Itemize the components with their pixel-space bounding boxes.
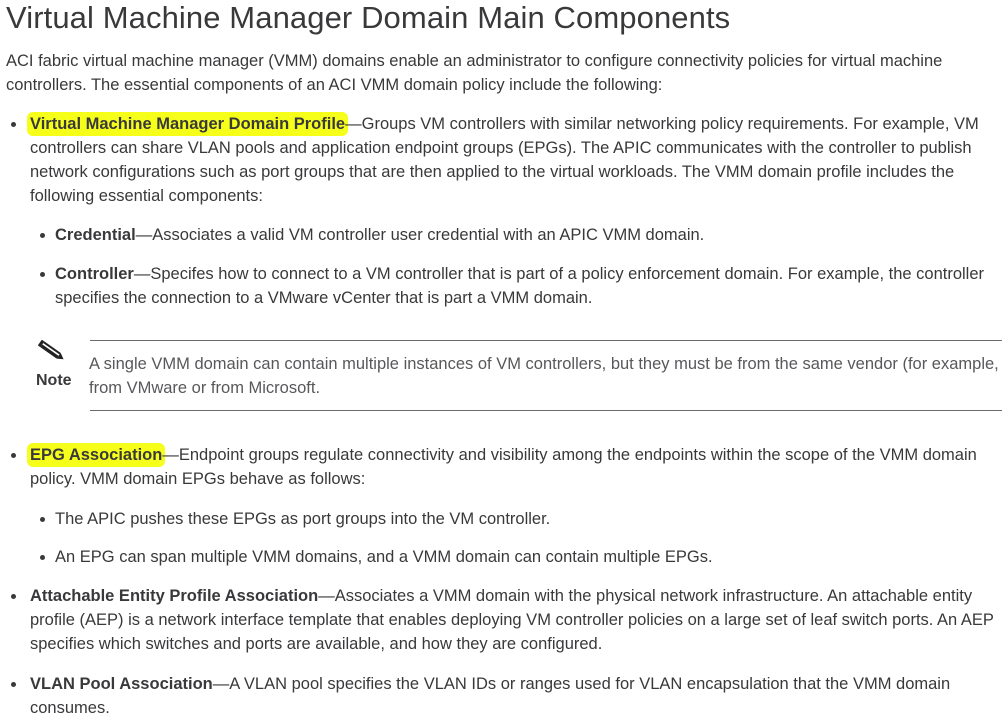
list-item-epg-association [30,443,1005,491]
term-vmm-domain-profile: Virtual Machine Manager Domain Profile [30,115,346,133]
page-title: Virtual Machine Manager Domain Main Components [6,0,731,35]
term-credential: Credential [55,226,136,244]
list-item-controller [55,262,1005,310]
term-epg-association: EPG Association [30,446,163,464]
desc-credential: —Associates a valid VM controller user credential with an APIC VMM domain. [135,226,705,244]
term-vlan-pool: VLAN Pool Association [30,675,213,693]
term-aep-association: Attachable Entity Profile Association [30,587,319,605]
intro-paragraph: ACI fabric virtual machine manager (VMM) domains enable an administrator to configure connectivity policies for virtual machine controllers. The essential components of an ACI VMM domain policy include the following: [6,52,943,94]
note-rule-bottom [90,410,1002,411]
list-item-epg-sub-2: An EPG can span multiple VMM domains, and a VMM domain can contain multiple EPGs. [55,545,1005,569]
list-item-aep-association [30,584,1005,656]
desc-aep-association: —Associates a VMM domain with the physical network infrastructure. An attachable entity profile (AEP) is a network interface template that enables deploying VM controller policies on a large set of leaf switch ports. An AEP specifies which switches and ports are available, and how they are configured. [30,587,994,653]
desc-controller: —Specifes how to connect to a VM controller that is part of a policy enforcement domain. For example, the controller specifies the connection to a VMware vCenter that is part a VMM domain. [55,265,985,307]
desc-vmm-domain-profile: —Groups VM controllers with similar networking policy requirements. For example, VM controllers can share VLAN pools and application endpoint groups (EPGs). The APIC communicates with the controller to publish network configurations such as port groups that are then applied to the virtual workloads. The VMM domain profile includes the following essential components: [30,115,979,205]
list-item-credential [55,223,1005,247]
desc-epg-association: —Endpoint groups regulate connectivity and visibility among the endpoints within the scope of the VMM domain policy. VMM domain EPGs behave as follows: [30,446,977,488]
desc-vlan-pool: —A VLAN pool specifies the VLAN IDs or ranges used for VLAN encapsulation that the VMM domain consumes. [30,675,951,717]
list-item-vmm-domain-profile [30,112,1005,208]
pencil-note-icon [36,338,66,364]
note-box [30,338,1002,411]
note-label: Note [36,372,72,389]
list-item-vlan-pool [30,672,1005,720]
note-rule-top [90,340,1002,341]
list-item-epg-sub-1: The APIC pushes these EPGs as port groups into the VM controller. [55,507,1005,531]
term-controller: Controller [55,265,134,283]
note-text: A single VMM domain can contain multiple instances of VM controllers, but they must be from the same vendor (for example, from VMware or from Microsoft. [89,355,999,397]
